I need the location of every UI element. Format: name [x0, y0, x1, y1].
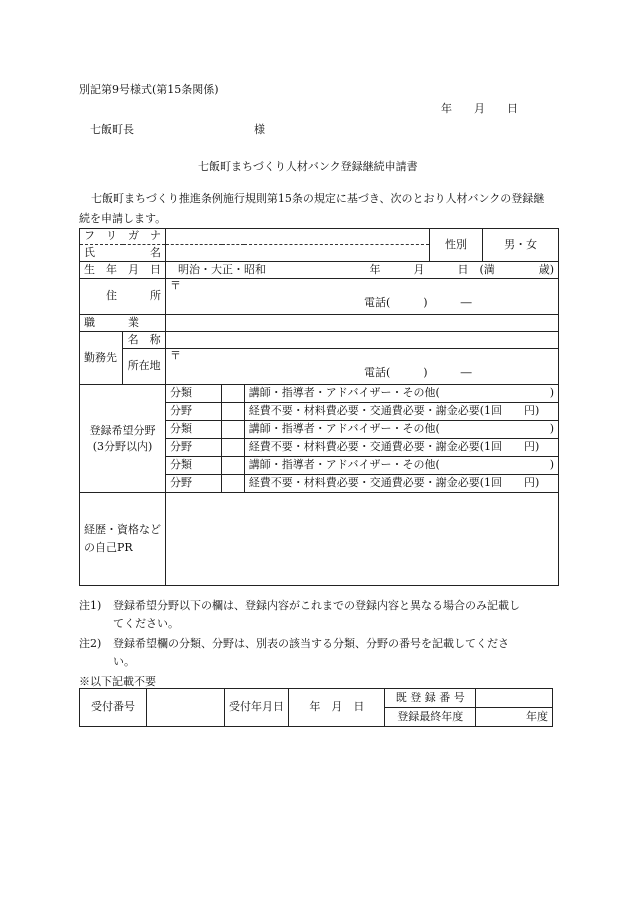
workplace-address-field[interactable] [166, 349, 559, 385]
name-label: 氏 名 [80, 245, 166, 262]
postal-mark: 〒 [170, 349, 181, 362]
not-required-note: ※以下記載不要 [79, 675, 156, 688]
workplace-address-label: 所在地 [123, 349, 166, 385]
career-field[interactable] [166, 493, 559, 586]
recipient: 七飯町長 [90, 123, 134, 136]
name-field[interactable] [166, 245, 430, 262]
workplace-name-label: 名 称 [123, 332, 166, 349]
birthdate-field[interactable] [166, 262, 559, 279]
field-label: 分野 [166, 439, 222, 457]
page-title: 七飯町まちづくり人材バンク登録継続申請書 [198, 160, 418, 173]
registered-no-label: 既 登 録 番 号 [385, 689, 476, 708]
field-label: 分野 [166, 403, 222, 421]
form-header: 別記第9号様式(第15条関係) [79, 83, 219, 96]
last-year-label: 登録最終年度 [385, 708, 476, 727]
birthdate-label: 生 年 月 日 [80, 262, 166, 279]
office-use-table [79, 688, 553, 727]
intro-paragraph: 七飯町まちづくり推進条例施行規則第15条の規定に基づき、次のとおり人材バンクの登録継続を申請します。 [79, 192, 545, 225]
field-number[interactable] [222, 439, 245, 457]
category-label: 分類 [166, 421, 222, 439]
note-1: 注1) 登録希望分野以下の欄は、登録内容がこれまでの登録内容と異なる場合のみ記載し てください。 [79, 599, 520, 630]
category-label: 分類 [166, 385, 222, 403]
postal-mark: 〒 [170, 279, 181, 292]
occupation-label: 職 業 [80, 315, 166, 332]
receipt-no-label: 受付番号 [80, 689, 147, 727]
last-year-field[interactable]: 年度 [476, 708, 553, 727]
gender-options[interactable]: 男・女 [483, 229, 559, 262]
career-label: 経歴・資格など の自己PR [80, 493, 166, 586]
receipt-no-field[interactable] [146, 689, 224, 727]
field-options[interactable]: 経費不要・材料費必要・交通費必要・謝金必要(1回 円) [244, 403, 558, 421]
category-options[interactable]: 講師・指導者・アドバイザー・その他( ) [244, 457, 558, 475]
category-number[interactable] [222, 385, 245, 403]
receipt-date-field[interactable]: 年 月 日 [289, 689, 385, 727]
occupation-field[interactable] [166, 315, 559, 332]
field-number[interactable] [222, 403, 245, 421]
category-label: 分類 [166, 457, 222, 475]
birth-ymd: 年 月 日 (満 歳) [369, 262, 555, 276]
note-2: 注2) 登録希望欄の分類、分野は、別表の該当する分類、分野の番号を記載してくださ い。 [79, 637, 509, 668]
category-number[interactable] [222, 457, 245, 475]
registered-no-field[interactable] [476, 689, 553, 708]
field-label: 分野 [166, 475, 222, 493]
receipt-date-label: 受付年月日 [224, 689, 289, 727]
desired-field-label: 登録希望分野 (3分野以内) [80, 385, 166, 493]
notes [79, 597, 553, 691]
category-options[interactable]: 講師・指導者・アドバイザー・その他( ) [244, 385, 558, 403]
workplace-name-field[interactable] [166, 332, 559, 349]
date-line: 年 月 日 [441, 102, 518, 115]
era-options[interactable]: 明治・大正・昭和 [178, 262, 266, 276]
workplace-label: 勤務先 [80, 332, 123, 385]
furigana-label: フ リ ガ ナ [80, 229, 166, 245]
field-options[interactable]: 経費不要・材料費必要・交通費必要・謝金必要(1回 円) [244, 475, 558, 493]
sama: 様 [254, 123, 265, 136]
field-options[interactable]: 経費不要・材料費必要・交通費必要・謝金必要(1回 円) [244, 439, 558, 457]
address-phone: 電話( ) ― [364, 295, 472, 309]
workplace-phone: 電話( ) ― [364, 365, 472, 379]
furigana-field[interactable] [166, 229, 430, 245]
field-number[interactable] [222, 475, 245, 493]
category-options[interactable]: 講師・指導者・アドバイザー・その他( ) [244, 421, 558, 439]
address-label: 住 所 [80, 279, 166, 315]
gender-label: 性別 [429, 229, 483, 262]
address-field[interactable] [166, 279, 559, 315]
category-number[interactable] [222, 421, 245, 439]
application-table [79, 228, 559, 586]
